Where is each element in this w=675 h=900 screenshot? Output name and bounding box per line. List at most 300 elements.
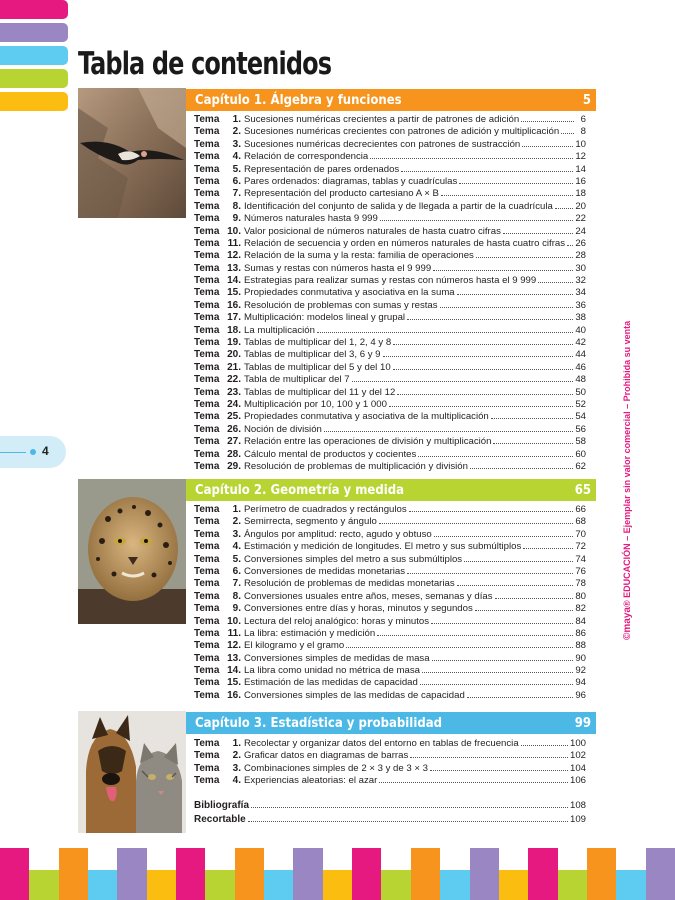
color-block — [352, 848, 381, 900]
topic-number: 1. — [232, 114, 241, 125]
toc-entry[interactable] — [194, 411, 586, 423]
extra-title: Bibliografía — [194, 800, 250, 811]
topic-label: Tema — [194, 175, 220, 187]
page-number: 4 — [42, 444, 49, 458]
topic-page: 28 — [575, 250, 586, 262]
dot-leader — [370, 151, 573, 159]
dot-leader — [248, 814, 568, 822]
toc-entry[interactable] — [194, 529, 586, 541]
condor-photo — [78, 88, 186, 218]
dot-leader — [317, 325, 573, 333]
toc-entry[interactable] — [194, 325, 586, 337]
topic-title: Propiedades conmutativa y asociativa en la suma — [244, 287, 455, 299]
topic-number: 21. — [227, 361, 241, 373]
topic-title: Cálculo mental de productos y cocientes — [244, 448, 417, 460]
topic-number: 22. — [227, 374, 241, 386]
topic-label: Tema — [194, 528, 220, 540]
topic-label: Tema — [194, 312, 220, 324]
extra-title: Recortable — [194, 814, 246, 825]
topic-title: El kilogramo y el gramo — [244, 640, 345, 652]
topic-title: Noción de división — [244, 423, 322, 435]
topic-page: 54 — [575, 411, 586, 423]
topic-number: 27. — [227, 436, 241, 448]
color-block — [176, 848, 205, 900]
topic-label: Tema — [194, 262, 220, 274]
toc-entry[interactable] — [194, 213, 586, 225]
topic-number: 6. — [232, 175, 241, 187]
toc-entry[interactable] — [194, 566, 586, 578]
topic-page: 90 — [575, 652, 586, 664]
color-block — [264, 870, 293, 900]
toc-entry[interactable] — [194, 300, 586, 312]
topic-number: 12. — [227, 640, 241, 652]
topic-page: 18 — [575, 188, 586, 200]
topic-label: Tema — [194, 138, 220, 150]
dot-leader — [476, 250, 573, 258]
toc-entry[interactable] — [194, 312, 586, 324]
topic-number: 29. — [227, 460, 241, 472]
topic-page: 44 — [575, 349, 586, 361]
chapter-1-topics — [194, 114, 586, 473]
topic-number: 16. — [227, 689, 241, 701]
recortable-entry[interactable] — [194, 813, 586, 827]
dot-leader — [383, 349, 574, 357]
topic-label: Tema — [194, 504, 220, 515]
topic-title: Sucesiones numéricas crecientes a partir de patrones de adición — [244, 114, 520, 125]
dot-leader — [407, 312, 573, 320]
topic-label: Tema — [194, 460, 220, 472]
toc-entry[interactable] — [194, 690, 586, 702]
topic-number: 4. — [232, 775, 241, 787]
topic-number: 8. — [232, 590, 241, 602]
topic-number: 3. — [232, 528, 241, 540]
topic-title: Multiplicación por 10, 100 y 1 000 — [244, 398, 387, 410]
topic-page: 102 — [569, 750, 586, 762]
color-block — [616, 870, 645, 900]
topic-page: 12 — [575, 151, 586, 163]
topic-title: Estrategias para realizar sumas y restas con números hasta el 9 999 — [244, 275, 537, 287]
color-tab — [0, 92, 68, 111]
toc-entry[interactable] — [194, 738, 586, 750]
topic-label: Tema — [194, 361, 220, 373]
topic-page: 38 — [575, 312, 586, 324]
topic-number: 4. — [232, 541, 241, 553]
topic-number: 23. — [227, 386, 241, 398]
topic-label: Tema — [194, 448, 220, 460]
chapter-2-topics — [194, 504, 586, 702]
toc-entry[interactable] — [194, 238, 586, 250]
color-block — [117, 848, 146, 900]
topic-title: Valor posicional de números naturales de hasta cuatro cifras — [244, 225, 501, 237]
topic-number: 4. — [232, 151, 241, 163]
dot-leader — [380, 213, 573, 221]
topic-label: Tema — [194, 553, 220, 565]
dot-leader — [430, 763, 568, 771]
dot-leader — [346, 640, 573, 648]
color-block — [440, 870, 469, 900]
topic-page: 46 — [575, 361, 586, 373]
dog-cat-photo — [78, 711, 186, 833]
topic-label: Tema — [194, 374, 220, 386]
dot-leader — [401, 164, 573, 172]
topic-page: 104 — [569, 762, 586, 774]
topic-number: 26. — [227, 423, 241, 435]
topic-number: 6. — [232, 565, 241, 577]
toc-entry[interactable] — [194, 226, 586, 238]
topic-title: Recolectar y organizar datos del entorno en tablas de frecuencia — [244, 738, 519, 749]
topic-title: Sucesiones numéricas crecientes con patrones de adición y multiplicación — [244, 126, 560, 138]
color-block — [147, 870, 176, 900]
dot-leader — [457, 287, 574, 295]
dot-leader — [420, 677, 573, 685]
topic-label: Tema — [194, 652, 220, 664]
topic-page: 62 — [575, 460, 586, 472]
topic-title: Conversiones simples de las medidas de capacidad — [244, 689, 465, 701]
topic-title: Representación del producto cartesiano A × B — [244, 188, 439, 200]
dot-leader — [459, 176, 573, 184]
page-title: Tabla de contenidos — [78, 46, 332, 82]
toc-entry[interactable] — [194, 436, 586, 448]
color-tab — [0, 23, 68, 42]
topic-title: Propiedades conmutativa y asociativa de la multiplicación — [244, 411, 489, 423]
topic-number: 16. — [227, 299, 241, 311]
topic-label: Tema — [194, 603, 220, 615]
toc-entry[interactable] — [194, 151, 586, 163]
topic-page: 22 — [575, 213, 586, 225]
toc-entry[interactable] — [194, 287, 586, 299]
dot-leader — [567, 238, 573, 246]
toc-entry[interactable] — [194, 349, 586, 361]
topic-title: La libra como unidad no métrica de masa — [244, 665, 420, 677]
topic-label: Tema — [194, 689, 220, 701]
topic-page: 68 — [575, 516, 586, 528]
toc-entry[interactable] — [194, 504, 586, 516]
dot-leader — [522, 139, 573, 147]
topic-page: 76 — [575, 565, 586, 577]
topic-page: 100 — [569, 738, 586, 749]
topic-page: 66 — [575, 504, 586, 515]
toc-entry[interactable] — [194, 750, 586, 762]
topic-title: Tablas de multiplicar del 3, 6 y 9 — [244, 349, 381, 361]
topic-page: 96 — [575, 689, 586, 701]
topic-label: Tema — [194, 436, 220, 448]
topic-page: 94 — [575, 677, 586, 689]
color-block — [29, 870, 58, 900]
dot-leader — [523, 541, 573, 549]
color-block — [293, 848, 322, 900]
topic-label: Tema — [194, 324, 220, 336]
chapter-1-header[interactable] — [186, 89, 596, 111]
topic-label: Tema — [194, 213, 220, 225]
color-block — [59, 848, 88, 900]
topic-number: 5. — [232, 553, 241, 565]
toc-entry[interactable] — [194, 201, 586, 213]
toc-entry[interactable] — [194, 362, 586, 374]
extra-page: 108 — [569, 800, 586, 811]
topic-title: Ángulos por amplitud: recto, agudo y obtuso — [244, 528, 432, 540]
dot-leader — [495, 591, 574, 599]
dot-leader — [422, 665, 573, 673]
color-block — [0, 848, 29, 900]
topic-number: 11. — [227, 237, 241, 249]
toc-entry[interactable] — [194, 616, 586, 628]
topic-label: Tema — [194, 151, 220, 163]
topic-number: 19. — [227, 337, 241, 349]
chapter-page: 5 — [582, 92, 591, 108]
topic-label: Tema — [194, 337, 220, 349]
topic-title: Graficar datos en diagramas de barras — [244, 750, 409, 762]
topic-label: Tema — [194, 411, 220, 423]
topic-label: Tema — [194, 225, 220, 237]
topic-page: 80 — [575, 590, 586, 602]
topic-page: 26 — [575, 237, 586, 249]
dot-leader — [397, 387, 573, 395]
toc-entry[interactable] — [194, 250, 586, 262]
topic-number: 1. — [232, 504, 241, 515]
dot-leader — [491, 411, 574, 419]
topic-title: Conversiones simples de medidas de masa — [244, 652, 430, 664]
toc-entry[interactable] — [194, 449, 586, 461]
dot-leader — [324, 424, 573, 432]
dot-leader — [393, 337, 573, 345]
topic-page: 34 — [575, 287, 586, 299]
topic-number: 3. — [232, 762, 241, 774]
toc-entry[interactable] — [194, 763, 586, 775]
topic-label: Tema — [194, 188, 220, 200]
color-block — [499, 870, 528, 900]
topic-page: 30 — [575, 262, 586, 274]
topic-title: Tablas de multiplicar del 5 y del 10 — [244, 361, 391, 373]
topic-title: Estimación de las medidas de capacidad — [244, 677, 418, 689]
topic-number: 20. — [227, 349, 241, 361]
toc-entry[interactable] — [194, 337, 586, 349]
topic-label: Tema — [194, 640, 220, 652]
topic-number: 14. — [227, 275, 241, 287]
topic-page: 48 — [575, 374, 586, 386]
toc-entry[interactable] — [194, 653, 586, 665]
topic-label: Tema — [194, 200, 220, 212]
topic-number: 28. — [227, 448, 241, 460]
topic-page: 8 — [580, 126, 586, 138]
toc-entry[interactable] — [194, 541, 586, 553]
dot-leader — [475, 603, 574, 611]
bottom-color-strip — [0, 848, 675, 900]
topic-title: Identificación del conjunto de salida y de llegada a partir de la cuadrícula — [244, 200, 553, 212]
topic-page: 86 — [575, 627, 586, 639]
color-block — [235, 848, 264, 900]
dot-leader — [251, 800, 568, 808]
topic-title: Conversiones usuales entre años, meses, semanas y días — [244, 590, 493, 602]
topic-number: 2. — [232, 750, 241, 762]
topic-title: Tablas de multiplicar del 1, 2, 4 y 8 — [244, 337, 392, 349]
topic-page: 78 — [575, 578, 586, 590]
toc-entry[interactable] — [194, 591, 586, 603]
toc-entry[interactable] — [194, 775, 586, 787]
dot-leader — [434, 529, 574, 537]
toc-entry[interactable] — [194, 665, 586, 677]
dot-leader — [561, 126, 574, 134]
dot-leader — [389, 399, 573, 407]
page-number-dot-icon — [30, 449, 36, 455]
dot-leader — [521, 738, 568, 746]
topic-title: Representación de pares ordenados — [244, 163, 400, 175]
topic-label: Tema — [194, 762, 220, 774]
chapter-title: Capítulo 2. Geometría y medida — [195, 482, 405, 498]
toc-entry[interactable] — [194, 554, 586, 566]
topic-number: 15. — [227, 287, 241, 299]
dot-leader — [538, 275, 573, 283]
color-tab — [0, 46, 68, 65]
topic-title: Sumas y restas con números hasta el 9 999 — [244, 262, 432, 274]
toc-entry[interactable] — [194, 603, 586, 615]
dot-leader — [433, 263, 573, 271]
topic-page: 20 — [575, 200, 586, 212]
toc-entry[interactable] — [194, 677, 586, 689]
topic-title: Perímetro de cuadrados y rectángulos — [244, 504, 407, 515]
topic-title: Resolución de problemas de multiplicación y división — [244, 460, 468, 472]
dot-leader — [409, 504, 574, 512]
topic-number: 7. — [232, 188, 241, 200]
toc-entry[interactable] — [194, 188, 586, 200]
dot-leader — [379, 516, 574, 524]
toc-entry[interactable] — [194, 640, 586, 652]
topic-title: Multiplicación: modelos lineal y grupal — [244, 312, 406, 324]
dot-leader — [407, 566, 573, 574]
topic-number: 1. — [232, 738, 241, 749]
toc-entry[interactable] — [194, 578, 586, 590]
topic-label: Tema — [194, 738, 220, 749]
topic-number: 13. — [227, 652, 241, 664]
topic-number: 25. — [227, 411, 241, 423]
topic-page: 82 — [575, 603, 586, 615]
topic-page: 10 — [575, 138, 586, 150]
dot-leader — [432, 653, 574, 661]
topic-number: 14. — [227, 665, 241, 677]
topic-page: 32 — [575, 275, 586, 287]
topic-title: Experiencias aleatorias: el azar — [244, 775, 378, 787]
dot-leader — [470, 461, 573, 469]
topic-page: 16 — [575, 175, 586, 187]
dot-leader — [503, 226, 573, 234]
toc-entry[interactable] — [194, 387, 586, 399]
topic-number: 17. — [227, 312, 241, 324]
chapter-3-header[interactable] — [186, 712, 596, 734]
toc-entry[interactable] — [194, 628, 586, 640]
chapter-2-header[interactable] — [186, 479, 596, 501]
topic-label: Tema — [194, 237, 220, 249]
topic-title: Semirrecta, segmento y ángulo — [244, 516, 377, 528]
dot-leader — [377, 628, 573, 636]
topic-label: Tema — [194, 627, 220, 639]
topic-title: Relación de secuencia y orden en números naturales de hasta cuatro cifras — [244, 237, 566, 249]
toc-entry[interactable] — [194, 424, 586, 436]
topic-label: Tema — [194, 126, 220, 138]
topic-number: 10. — [227, 615, 241, 627]
toc-entry[interactable] — [194, 164, 586, 176]
extra-page: 109 — [569, 814, 586, 825]
toc-entry[interactable] — [194, 461, 586, 473]
topic-page: 40 — [575, 324, 586, 336]
color-block — [558, 870, 587, 900]
topic-label: Tema — [194, 665, 220, 677]
toc-entry[interactable] — [194, 139, 586, 151]
topic-label: Tema — [194, 423, 220, 435]
topic-label: Tema — [194, 163, 220, 175]
topic-number: 9. — [232, 603, 241, 615]
topic-label: Tema — [194, 516, 220, 528]
topic-label: Tema — [194, 565, 220, 577]
topic-page: 42 — [575, 337, 586, 349]
dot-leader — [493, 436, 573, 444]
topic-page: 52 — [575, 398, 586, 410]
dot-leader — [464, 554, 573, 562]
dot-leader — [457, 578, 574, 586]
topic-page: 24 — [575, 225, 586, 237]
side-note — [616, 300, 640, 640]
topic-page: 84 — [575, 615, 586, 627]
toc-entry[interactable] — [194, 263, 586, 275]
topic-page: 6 — [580, 114, 586, 125]
topic-number: 5. — [232, 163, 241, 175]
toc-entry[interactable] — [194, 275, 586, 287]
side-note-text — [620, 300, 634, 640]
topic-number: 11. — [227, 627, 241, 639]
dot-leader — [467, 690, 574, 698]
topic-label: Tema — [194, 750, 220, 762]
topic-number: 2. — [232, 126, 241, 138]
toc-entry[interactable] — [194, 176, 586, 188]
topic-title: Sucesiones numéricas decrecientes con patrones de sustracción — [244, 138, 521, 150]
topic-label: Tema — [194, 677, 220, 689]
toc-entry[interactable] — [194, 114, 586, 126]
toc-entry[interactable] — [194, 374, 586, 386]
topic-page: 50 — [575, 386, 586, 398]
color-block — [528, 848, 557, 900]
topic-number: 2. — [232, 516, 241, 528]
color-block — [88, 870, 117, 900]
toc-entry[interactable] — [194, 126, 586, 138]
color-block — [381, 870, 410, 900]
topic-label: Tema — [194, 287, 220, 299]
topic-label: Tema — [194, 114, 220, 125]
topic-title: Conversiones de medidas monetarias — [244, 565, 406, 577]
topic-title: Relación entre las operaciones de división y multiplicación — [244, 436, 492, 448]
topic-number: 24. — [227, 398, 241, 410]
color-block — [470, 848, 499, 900]
dot-leader — [441, 188, 573, 196]
topic-label: Tema — [194, 349, 220, 361]
topic-title: Tablas de multiplicar del 11 y del 12 — [244, 386, 396, 398]
topic-title: Conversiones entre días y horas, minutos y segundos — [244, 603, 473, 615]
topic-title: Resolución de problemas con sumas y restas — [244, 299, 438, 311]
dot-leader — [410, 750, 568, 758]
topic-title: Lectura del reloj analógico: horas y minutos — [244, 615, 430, 627]
topic-label: Tema — [194, 275, 220, 287]
dot-leader — [521, 114, 574, 122]
side-note-body: ® EDUCACIÓN – Ejemplar sin valor comercial – Prohibida su venta — [622, 320, 632, 608]
topic-number: 12. — [227, 250, 241, 262]
dot-leader — [431, 616, 573, 624]
toc-entry[interactable] — [194, 516, 586, 528]
topic-label: Tema — [194, 541, 220, 553]
bibliography-entry[interactable] — [194, 799, 586, 813]
color-block — [646, 848, 675, 900]
topic-title: Pares ordenados: diagramas, tablas y cuadrículas — [244, 175, 458, 187]
toc-entry[interactable] — [194, 399, 586, 411]
dot-leader — [393, 362, 574, 370]
topic-title: Números naturales hasta 9 999 — [244, 213, 378, 225]
chapter-title: Capítulo 1. Álgebra y funciones — [195, 92, 402, 108]
